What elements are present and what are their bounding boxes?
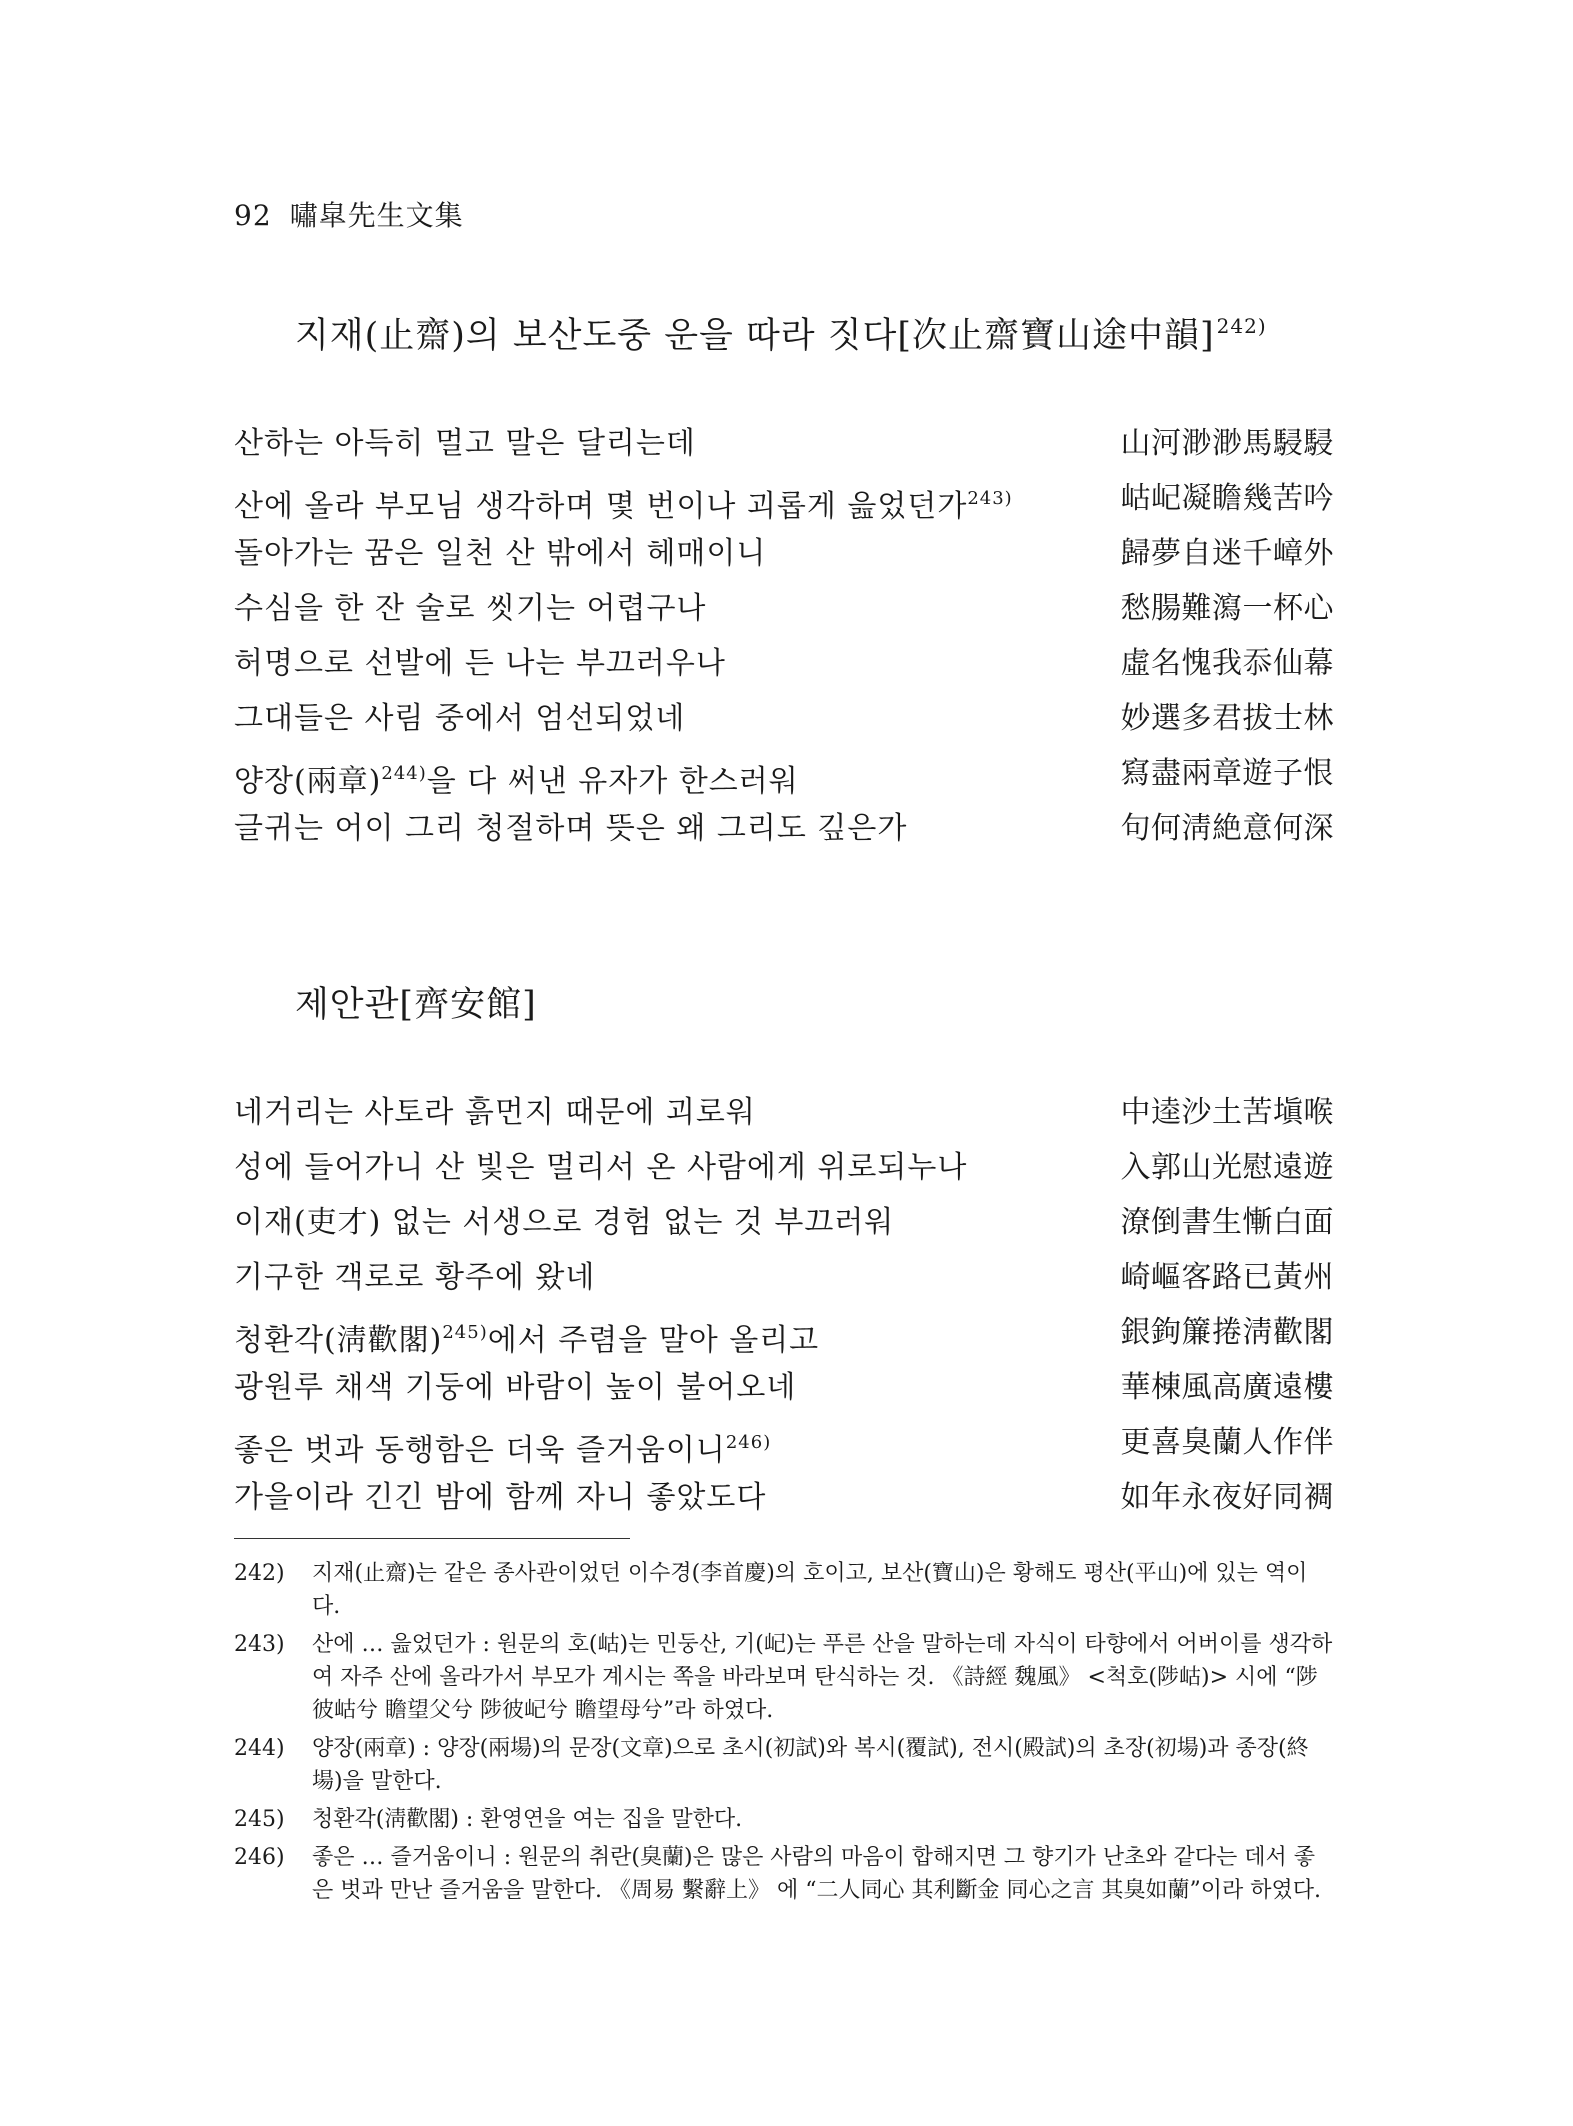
verse-korean: 돌아가는 꿈은 일천 산 밖에서 헤매이니 bbox=[234, 536, 767, 571]
footnote-ref: 243) bbox=[967, 488, 1013, 509]
verse-korean: 이재(吏才) 없는 서생으로 경험 없는 것 부끄러워 bbox=[234, 1205, 895, 1240]
running-header bbox=[234, 194, 464, 234]
verse-line bbox=[234, 1478, 1334, 1533]
verse-line bbox=[234, 1313, 1334, 1368]
verse-korean: 광원루 채색 기둥에 바람이 높이 불어오네 bbox=[234, 1370, 797, 1405]
verse-hanja: 潦倒書生慚白面 bbox=[1120, 1205, 1334, 1240]
verse-line bbox=[234, 1423, 1334, 1478]
verse-line bbox=[234, 1258, 1334, 1313]
verse-line bbox=[234, 589, 1334, 644]
footnote-text: 양장(兩章) : 양장(兩場)의 문장(文章)으로 초시(初試)와 복시(覆試), 전시(殿試)의 초장(初場)과 종장(終場)을 말한다. bbox=[312, 1736, 1309, 1794]
footnote-ref: 245) bbox=[442, 1322, 488, 1343]
verse-line bbox=[234, 754, 1334, 809]
verse-line bbox=[234, 1093, 1334, 1148]
verse-korean: 좋은 벗과 동행함은 더욱 즐거움이니$^{246)}$ bbox=[234, 1432, 772, 1468]
verse-hanja: 入郭山光慰遠遊 bbox=[1120, 1150, 1334, 1185]
footnote-number: 245) bbox=[234, 1807, 285, 1832]
footnote-ref: 244) bbox=[381, 763, 427, 784]
footnote-text: 지재(止齋)는 같은 종사관이었던 이수경(李首慶)의 호이고, 보산(寶山)은 황해도 평산(平山)에 있는 역이다. bbox=[312, 1561, 1308, 1619]
verse-hanja: 妙選多君拔士林 bbox=[1120, 701, 1334, 736]
footnote-244 bbox=[234, 1732, 1334, 1798]
verse-korean: 네거리는 사토라 흙먼지 때문에 괴로워 bbox=[234, 1095, 756, 1130]
footnote-number: 243) bbox=[234, 1632, 285, 1657]
verse-hanja: 岵屺凝瞻幾苦吟 bbox=[1120, 481, 1334, 516]
verse-korean: 양장(兩章)$^{244)}$을 다 써낸 유자가 한스러워 bbox=[234, 763, 799, 799]
verse-korean: 산에 올라 부모님 생각하며 몇 번이나 괴롭게 읊었던가$^{243)}$ bbox=[234, 488, 1013, 524]
verse-hanja: 句何淸絶意何深 bbox=[1120, 811, 1334, 846]
footnote-246 bbox=[234, 1841, 1334, 1907]
footnote-divider bbox=[234, 1538, 630, 1539]
poem2-title bbox=[295, 977, 537, 1027]
footnote-ref: 246) bbox=[725, 1432, 772, 1453]
verse-hanja: 崎嶇客路已黃州 bbox=[1120, 1260, 1334, 1295]
book-title: 嘯皐先生文集 bbox=[289, 199, 464, 232]
verse-hanja: 山河渺渺馬駸駸 bbox=[1120, 426, 1334, 461]
verse-korean: 가을이라 긴긴 밤에 함께 자니 좋았도다 bbox=[234, 1480, 767, 1515]
poem1-title-footnote-ref: 242) bbox=[1216, 314, 1267, 338]
verse-line bbox=[234, 424, 1334, 479]
verse-korean: 기구한 객로로 황주에 왔네 bbox=[234, 1260, 596, 1295]
page-number: 92 bbox=[234, 199, 272, 232]
poem1-title-text: 지재(止齋)의 보산도중 운을 따라 짓다[次止齋寶山途中韻] bbox=[295, 316, 1215, 356]
verse-korean: 허명으로 선발에 든 나는 부끄러우나 bbox=[234, 646, 726, 681]
footnote-245 bbox=[234, 1803, 1334, 1836]
verse-hanja: 虛名愧我忝仙幕 bbox=[1120, 646, 1334, 681]
footnote-text: 청환각(淸歡閣) : 환영연을 여는 집을 말한다. bbox=[312, 1807, 743, 1832]
verse-hanja: 愁腸難瀉一杯心 bbox=[1120, 591, 1334, 626]
verse-hanja: 如年永夜好同裯 bbox=[1120, 1480, 1334, 1515]
verse-line bbox=[234, 809, 1334, 864]
poem1-verses bbox=[234, 424, 1334, 864]
verse-korean: 산하는 아득히 멀고 말은 달리는데 bbox=[234, 426, 696, 461]
verse-hanja: 中逵沙土苦塡喉 bbox=[1120, 1095, 1334, 1130]
footnote-number: 246) bbox=[234, 1845, 285, 1870]
verse-korean: 수심을 한 잔 술로 씻기는 어렵구나 bbox=[234, 591, 707, 626]
footnotes bbox=[234, 1557, 1334, 1912]
footnote-242 bbox=[234, 1557, 1334, 1623]
verse-hanja: 華棟風高廣遠樓 bbox=[1120, 1370, 1334, 1405]
verse-line bbox=[234, 534, 1334, 589]
footnote-text: 좋은 … 즐거움이니 : 원문의 취란(臭蘭)은 많은 사람의 마음이 합해지면 그 향기가 난초와 같다는 데서 좋은 벗과 만난 즐거움을 말한다. 《周易 繫辭上》 에 “二人同心 其利斷金 同心之言 其臭如蘭”이라 하였다. bbox=[312, 1845, 1321, 1903]
poem2-title-text: 제안관[齊安館] bbox=[295, 985, 537, 1025]
verse-line bbox=[234, 479, 1334, 534]
verse-line bbox=[234, 699, 1334, 754]
verse-hanja: 更喜臭蘭人作伴 bbox=[1120, 1425, 1334, 1460]
verse-line bbox=[234, 1368, 1334, 1423]
footnote-number: 244) bbox=[234, 1736, 285, 1761]
verse-line bbox=[234, 1148, 1334, 1203]
poem1-title bbox=[295, 308, 1267, 358]
footnote-243 bbox=[234, 1628, 1334, 1727]
verse-korean: 글귀는 어이 그리 청절하며 뜻은 왜 그리도 깊은가 bbox=[234, 811, 908, 846]
verse-hanja: 歸夢自迷千嶂外 bbox=[1120, 536, 1334, 571]
verse-line bbox=[234, 1203, 1334, 1258]
verse-korean: 그대들은 사림 중에서 엄선되었네 bbox=[234, 701, 686, 736]
verse-korean: 성에 들어가니 산 빛은 멀리서 온 사람에게 위로되누나 bbox=[234, 1150, 968, 1185]
verse-korean: 청환각(淸歡閣)$^{245)}$에서 주렴을 말아 올리고 bbox=[234, 1322, 820, 1358]
verse-hanja: 寫盡兩章遊子恨 bbox=[1120, 756, 1334, 791]
verse-line bbox=[234, 644, 1334, 699]
footnote-text: 산에 … 읊었던가 : 원문의 호(岵)는 민둥산, 기(屺)는 푸른 산을 말하는데 자식이 타향에서 어버이를 생각하여 자주 산에 올라가서 부모가 계시는 쪽을 바라보며 탄식하는 것. 《詩經 魏風》 <척호(陟岵)> 시에 “陟彼岵兮 瞻望父兮 陟彼屺兮 瞻望母兮”라 하였다. bbox=[312, 1632, 1333, 1723]
footnote-number: 242) bbox=[234, 1561, 285, 1586]
verse-hanja: 銀鉤簾捲淸歡閣 bbox=[1120, 1315, 1334, 1350]
poem2-verses bbox=[234, 1093, 1334, 1533]
